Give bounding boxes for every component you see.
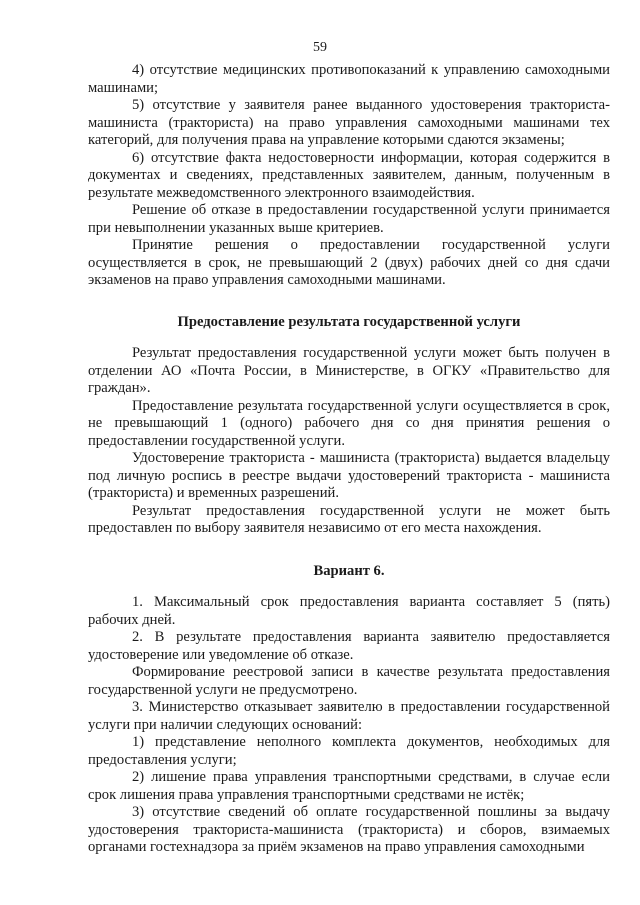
document-body: [88, 62, 610, 857]
paragraph-criterion-6: 6) отсутствие факта недостоверности информации, которая содержится в документах и сведениях, представленных заявителем, данным, полученным в результате межведомственного электронного взаимодействия.: [88, 149, 610, 201]
paragraph-result-location: Результат предоставления государственной услуги может быть получен в отделении АО «Почта России, в Министерстве, в ОГКУ «Правительство для граждан».: [88, 345, 610, 396]
paragraph-ground-2: 2) лишение права управления транспортными средствами, в случае если срок лишения права управления транспортными средствами не истёк;: [88, 769, 610, 803]
section-heading-result: Предоставление результата государственной услуги: [177, 313, 521, 330]
paragraph-decision-term: Принятие решения о предоставлении государственной услуги осуществляется в срок, не превышающий 2 (двух) рабочих дней со дня сдачи экзаменов на право управления самоходными машинами.: [88, 237, 610, 288]
page-number: 59: [313, 40, 327, 55]
section-heading-variant-6: Вариант 6.: [313, 562, 385, 579]
paragraph-variant-result: 2. В результате предоставления варианта заявителю предоставляется удостоверение или уведомление об отказе.: [88, 629, 610, 663]
paragraph-criterion-5: 5) отсутствие у заявителя ранее выданного удостоверения тракториста-машиниста (тракториста) на право управления самоходными машинами тех категорий, для получения права на управление которыми сдаются экзамены;: [88, 97, 610, 148]
paragraph-refusal-grounds: 3. Министерство отказывает заявителю в предоставлении государственной услуги при наличии следующих оснований:: [88, 699, 610, 733]
paragraph-result-term: Предоставление результата государственной услуги осуществляется в срок, не превышающий 1 (одного) рабочего дня со дня принятия решения о предоставлении государственной услуги.: [88, 397, 610, 449]
paragraph-ground-1: 1) представление неполного комплекта документов, необходимых для предоставления услуги;: [88, 734, 610, 768]
paragraph-variant-max-term: 1. Максимальный срок предоставления варианта составляет 5 (пять) рабочих дней.: [88, 594, 610, 628]
paragraph-registry-record: Формирование реестровой записи в качестве результата предоставления государственной услуги не предусмотрено.: [88, 664, 610, 698]
paragraph-refusal-decision: Решение об отказе в предоставлении государственной услуги принимается при невыполнении указанных выше критериев.: [88, 202, 610, 236]
paragraph-criterion-4: 4) отсутствие медицинских противопоказаний к управлению самоходными машинами;: [88, 62, 610, 96]
paragraph-extraterritorial: Результат предоставления государственной услуги не может быть предоставлен по выбору заявителя независимо от его места нахождения.: [88, 502, 610, 536]
paragraph-ground-3: 3) отсутствие сведений об оплате государственной пошлины за выдачу удостоверения тракториста-машиниста (тракториста) и сборов, взимаемых органами гостехнадзора за приём экзаменов на право управления самоходными: [88, 804, 610, 855]
paragraph-certificate-issue: Удостоверение тракториста - машиниста (тракториста) выдается владельцу под личную роспись в реестре выдачи удостоверений тракториста - машиниста (тракториста) и временных разрешений.: [88, 450, 610, 501]
